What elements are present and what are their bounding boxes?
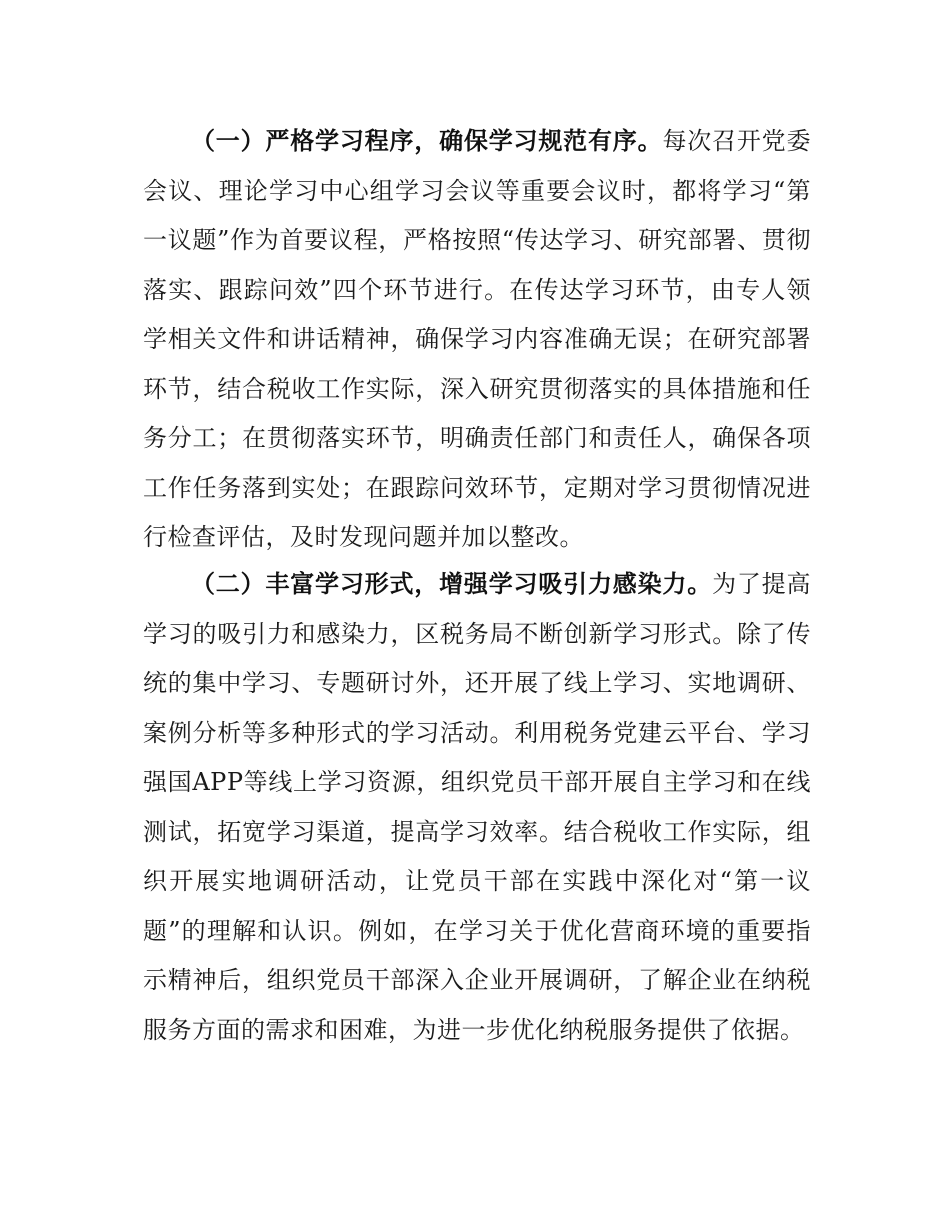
paragraph-2 <box>143 560 811 1055</box>
paragraph-1-heading: （一）严格学习程序，确保学习规范有序。 <box>191 127 663 155</box>
paragraph-1-body: 每次召开党委会议、理论学习中心组学习会议等重要会议时，都将学习“第一议题”作为首要议程，严格按照“传达学习、研究部署、贯彻落实、跟踪问效”四个环节进行。在传达学习环节，由专人领学相关文件和讲话精神，确保学习内容准确无误；在研究部署环节，结合税收工作实际，深入研究贯彻落实的具体措施和任务分工；在贯彻落实环节，明确责任部门和责任人，确保各项工作任务落到实处；在跟踪问效环节，定期对学习贯彻情况进行检查评估，及时发现问题并加以整改。 <box>143 127 811 551</box>
paragraph-2-heading: （二）丰富学习形式，增强学习吸引力感染力。 <box>191 570 713 598</box>
paragraph-1 <box>143 117 811 563</box>
paragraph-2-body: 为了提高学习的吸引力和感染力，区税务局不断创新学习形式。除了传统的集中学习、专题研讨外，还开展了线上学习、实地调研、案例分析等多种形式的学习活动。利用税务党建云平台、学习强国APP等线上学习资源，组织党员干部开展自主学习和在线测试，拓宽学习渠道，提高学习效率。结合税收工作实际，组织开展实地调研活动，让党员干部在实践中深化对“第一议题”的理解和认识。例如，在学习关于优化营商环境的重要指示精神后，组织党员干部深入企业开展调研，了解企业在纳税服务方面的需求和困难，为进一步优化纳税服务提供了依据。 <box>143 570 811 1044</box>
